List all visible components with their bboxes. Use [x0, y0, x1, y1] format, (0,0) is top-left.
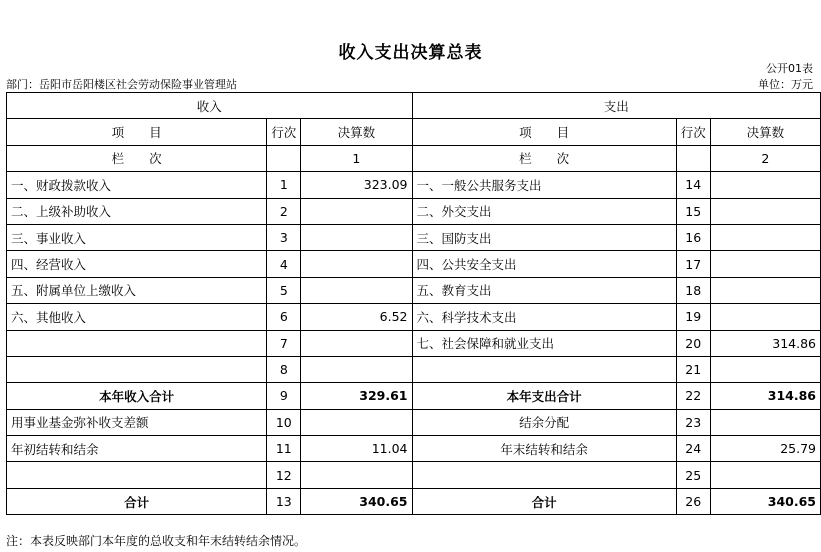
- income-row-no: 10: [267, 409, 301, 435]
- expense-amount: [710, 356, 820, 382]
- income-amount: [301, 224, 412, 250]
- expense-rowno-header: 行次: [676, 119, 710, 145]
- expense-amount: [710, 304, 820, 330]
- income-item: 一、财政拨款收入: [7, 172, 267, 198]
- income-row-no: 7: [267, 330, 301, 356]
- fund-offset-label: 用事业基金弥补收支差额: [7, 409, 267, 435]
- expense-row-no: 19: [676, 304, 710, 330]
- grand-expense-total-label: 合计: [412, 488, 676, 514]
- expense-amount: [710, 224, 820, 250]
- income-amount: [301, 198, 412, 224]
- table-row: [7, 304, 821, 330]
- empty-cell: [710, 462, 820, 488]
- annual-expense-total-value: 314.86: [710, 383, 820, 409]
- expense-column-label: 栏 次: [412, 145, 676, 171]
- income-item: 四、经营收入: [7, 251, 267, 277]
- expense-row-no: 20: [676, 330, 710, 356]
- beginning-carryover-label: 年初结转和结余: [7, 436, 267, 462]
- grand-total-row: [7, 488, 821, 514]
- income-row-no: 6: [267, 304, 301, 330]
- income-row-no: 13: [267, 488, 301, 514]
- income-item-header: 项 目: [7, 119, 267, 145]
- income-amount: [301, 251, 412, 277]
- department-label: 部门：岳阳市岳阳楼区社会劳动保险事业管理站: [6, 78, 237, 91]
- income-column-index: 1: [301, 145, 412, 171]
- table-row: [7, 198, 821, 224]
- empty-cell: [301, 462, 412, 488]
- income-amount: [301, 356, 412, 382]
- table-row: [7, 251, 821, 277]
- expense-item: 二、外交支出: [412, 198, 676, 224]
- expense-row-no: 23: [676, 409, 710, 435]
- expense-row-no: 25: [676, 462, 710, 488]
- income-item: 六、其他收入: [7, 304, 267, 330]
- empty-cell: [676, 145, 710, 171]
- income-row-no: 8: [267, 356, 301, 382]
- grand-income-total-value: 340.65: [301, 488, 412, 514]
- unit-label: 单位：万元: [758, 78, 813, 91]
- empty-cell: [412, 462, 676, 488]
- income-item: [7, 356, 267, 382]
- annual-income-total-label: 本年收入合计: [7, 383, 267, 409]
- expense-row-no: 14: [676, 172, 710, 198]
- income-item: [7, 330, 267, 356]
- income-rowno-header: 行次: [267, 119, 301, 145]
- expense-section-header: 支出: [412, 93, 821, 119]
- blank-row: [7, 462, 821, 488]
- income-column-label: 栏 次: [7, 145, 267, 171]
- income-amount: [301, 330, 412, 356]
- expense-amount: [710, 172, 820, 198]
- ending-carryover-label: 年末结转和结余: [412, 436, 676, 462]
- beginning-carryover-value: 11.04: [301, 436, 412, 462]
- income-row-no: 5: [267, 277, 301, 303]
- expense-row-no: 24: [676, 436, 710, 462]
- form-code: 公开01表: [766, 62, 813, 75]
- expense-row-no: 26: [676, 488, 710, 514]
- expense-amount: [710, 198, 820, 224]
- table-row: [7, 356, 821, 382]
- header-row-sections: [7, 93, 821, 119]
- expense-amount: 314.86: [710, 330, 820, 356]
- expense-amount: [710, 251, 820, 277]
- expense-item: 四、公共安全支出: [412, 251, 676, 277]
- income-item: 五、附属单位上缴收入: [7, 277, 267, 303]
- expense-item: 五、教育支出: [412, 277, 676, 303]
- carryover-row: [7, 436, 821, 462]
- expense-row-no: 21: [676, 356, 710, 382]
- ending-carryover-value: 25.79: [710, 436, 820, 462]
- expense-item: 六、科学技术支出: [412, 304, 676, 330]
- grand-income-total-label: 合计: [7, 488, 267, 514]
- annual-income-total-value: 329.61: [301, 383, 412, 409]
- income-item: 三、事业收入: [7, 224, 267, 250]
- expense-row-no: 16: [676, 224, 710, 250]
- empty-cell: [267, 145, 301, 171]
- annual-expense-total-label: 本年支出合计: [412, 383, 676, 409]
- fund-row: [7, 409, 821, 435]
- fund-offset-value: [301, 409, 412, 435]
- surplus-distribution-label: 结余分配: [412, 409, 676, 435]
- expense-row-no: 22: [676, 383, 710, 409]
- income-row-no: 9: [267, 383, 301, 409]
- expense-item: 一、一般公共服务支出: [412, 172, 676, 198]
- grand-expense-total-value: 340.65: [710, 488, 820, 514]
- income-row-no: 3: [267, 224, 301, 250]
- expense-amount-header: 决算数: [710, 119, 820, 145]
- expense-item-header: 项 目: [412, 119, 676, 145]
- income-amount: 6.52: [301, 304, 412, 330]
- annual-total-row: [7, 383, 821, 409]
- footnote: 注：本表反映部门本年度的总收支和年末结转结余情况。: [6, 534, 307, 548]
- header-row-columns: [7, 119, 821, 145]
- income-section-header: 收入: [7, 93, 413, 119]
- surplus-distribution-value: [710, 409, 820, 435]
- expense-column-index: 2: [710, 145, 820, 171]
- income-expense-table: [6, 92, 821, 515]
- header-row-column-index: [7, 145, 821, 171]
- expense-row-no: 15: [676, 198, 710, 224]
- income-amount-header: 决算数: [301, 119, 412, 145]
- income-row-no: 2: [267, 198, 301, 224]
- expense-item: [412, 356, 676, 382]
- income-row-no: 12: [267, 462, 301, 488]
- income-item: 二、上级补助收入: [7, 198, 267, 224]
- expense-item: 七、社会保障和就业支出: [412, 330, 676, 356]
- income-row-no: 11: [267, 436, 301, 462]
- income-amount: [301, 277, 412, 303]
- table-row: [7, 277, 821, 303]
- income-row-no: 4: [267, 251, 301, 277]
- table-row: [7, 172, 821, 198]
- page-title: 收入支出决算总表: [338, 43, 483, 63]
- expense-row-no: 17: [676, 251, 710, 277]
- income-amount: 323.09: [301, 172, 412, 198]
- table-row: [7, 330, 821, 356]
- expense-amount: [710, 277, 820, 303]
- income-row-no: 1: [267, 172, 301, 198]
- table-row: [7, 224, 821, 250]
- expense-item: 三、国防支出: [412, 224, 676, 250]
- empty-cell: [7, 462, 267, 488]
- expense-row-no: 18: [676, 277, 710, 303]
